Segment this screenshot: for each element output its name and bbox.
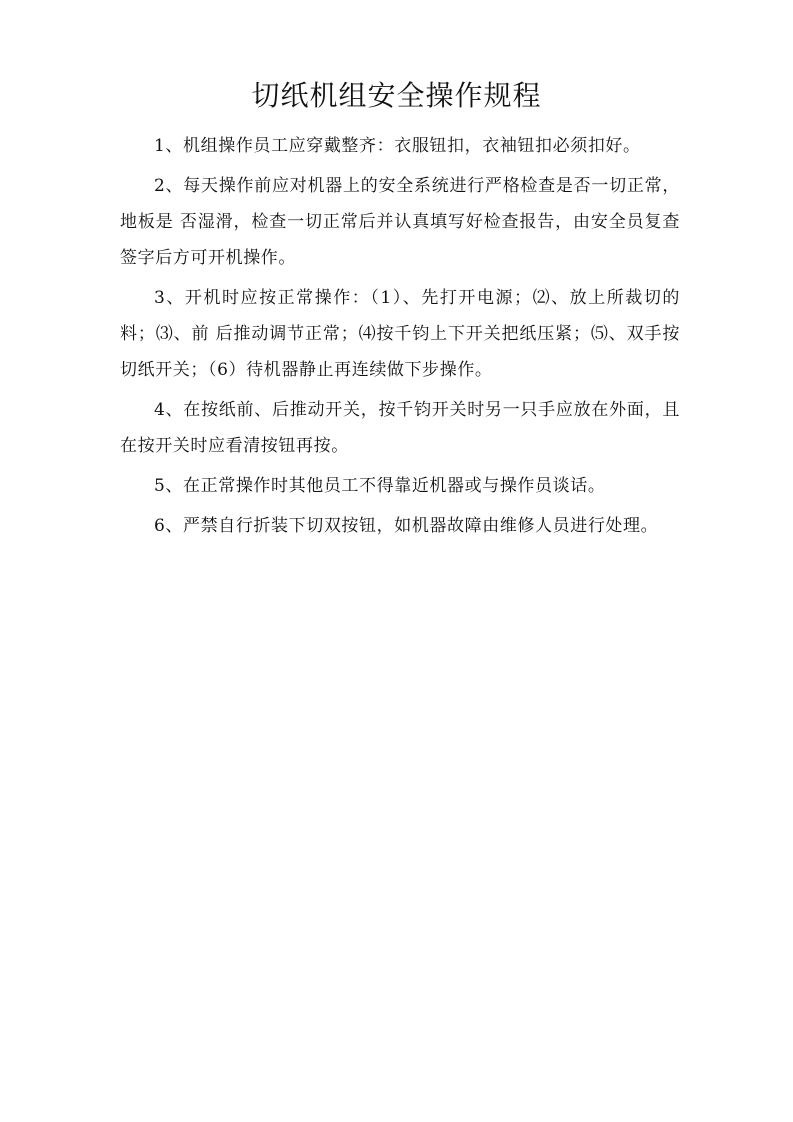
rule-item-1: 1、机组操作员工应穿戴整齐：衣服钮扣，衣袖钮扣必须扣好。	[154, 136, 641, 156]
rule-item-5: 5、在正常操作时其他员工不得靠近机器或与操作员谈话。	[154, 476, 606, 496]
rule-item-3: 3、开机时应按正常操作：（1）、先打开电源；⑵、放上所裁切的料；⑶、前 后推动调节正常；⑷按千钧上下开关把纸压紧；⑸、双手按切纸开关；（6）待机器静止再连续做下步操作。	[120, 288, 680, 380]
document-body	[120, 128, 680, 548]
rule-item-6: 6、严禁自行折装下切双按钮，如机器故障由维修人员进行处理。	[154, 516, 659, 536]
rule-item-4: 4、在按纸前、后推动开关，按千钧开关时另一只手应放在外面，且在按开关时应看清按钮再按。	[120, 400, 680, 456]
document-title: 切纸机组安全操作规程	[251, 79, 542, 112]
rule-item-2: 2、每天操作前应对机器上的安全系统进行严格检查是否一切正常，地板是 否湿滑，检查一切正常后并认真填写好检查报告，由安全员复查签字后方可开机操作。	[120, 176, 680, 268]
